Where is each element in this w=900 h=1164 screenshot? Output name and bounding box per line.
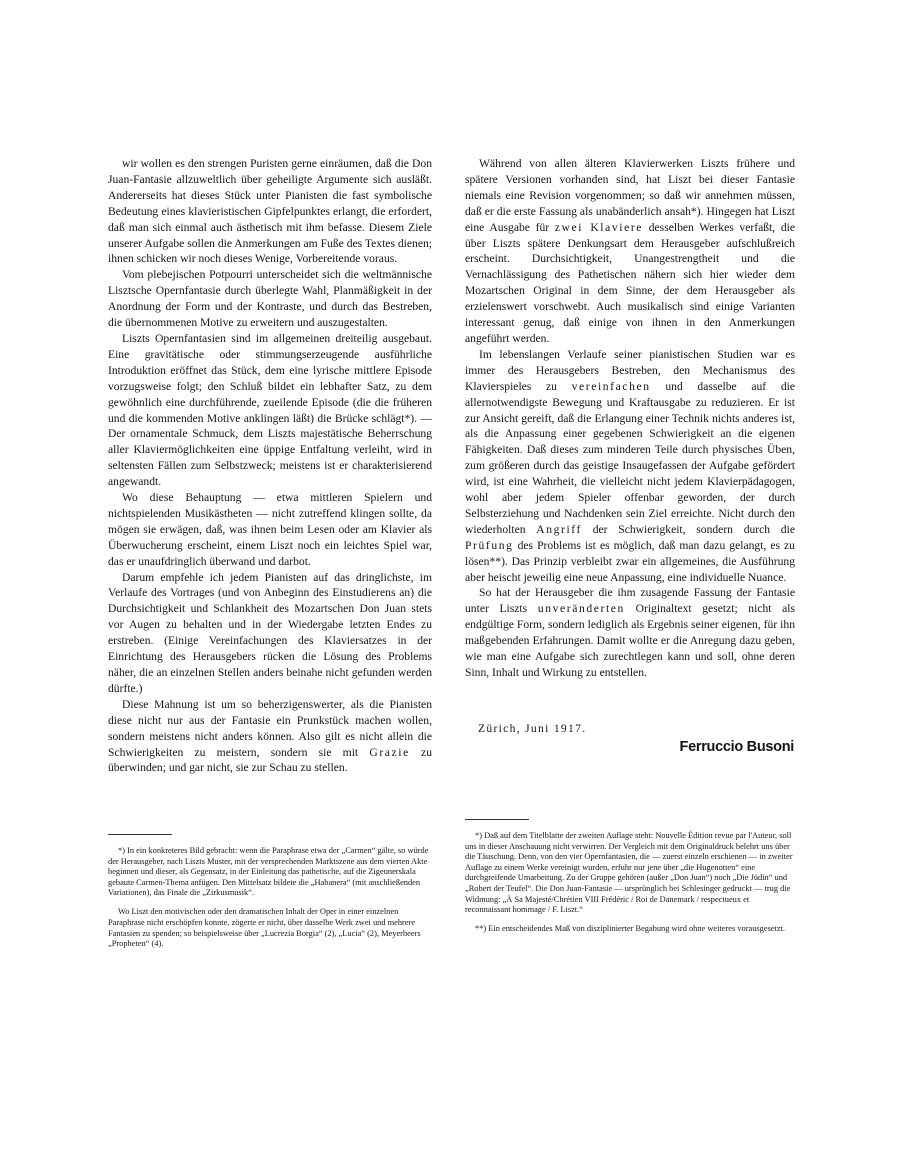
left-text-column [108,156,432,776]
text-run: der Schwierigkeit, sondern durch die [592,522,795,536]
footnote-divider [465,819,529,820]
text-run: Diese Mahnung ist um so beherzigenswerter, als die Pianisten diese nicht nur aus der Fantasie ein Prunkstück machen wollen, sondern meistens nicht anders können. Also gilt es nicht allein die Schwierigkeiten zu meistern, sondern sie mit [108,697,432,759]
paragraph [108,697,432,777]
emphasized-word: Grazie [369,745,410,759]
text-run: Während von allen älteren Klavierwerken Liszts frühere und spätere Versionen vorhanden sind, hat Liszt bei dieser Fantasie niemals eine Revision vorgenommen; so daß wir annehmen müssen, daß er die erste Fassung als unabänderlich ansah*). Hingegen hat Liszt eine Ausgabe für [465,157,795,234]
footnote: *) Daß auf dem Titelblatte der zweiten Auflage steht: Nouvelle Édition revue par l'Auteur, soll uns in dieser Anschauung nicht verwirren. Der Vergleich mit dem Originaldruck belehrt uns über die Täuschung. Denn, von den vier Opernfantasien, die — zuerst einzeln erschienen — in zweiter Auflage zu einem Werke vereinigt wurden, erfuhr nur jene über „die Hugenotten“ eine durchgreifende Umarbeitung. Zu der Gruppe gehören (außer „Don Juan“) noch „Die Jüdin“ und „Robert der Teufel“. Die Don Juan-Fantasie — ursprünglich bei Schlesinger gedruckt — trug die Widmung: „À Sa Majesté/Chrétien VIII Frédéric / Roi de Danemark / respectueux et reconnaissant hommage / F. Liszt.“ [465,831,793,915]
text-run: desselben Werkes verfaßt, die über Liszts spätere Denkungsart dem Herausgeber aufschlußreich erscheint. Durchsichtigkeit, Unangestrengtheit und die Vernachlässigung des Pathetischen nähern sich hier wieder dem Mozartschen Original in dem Sinne, der dem Herausgeber als erzielenswert vorschwebt. Auch musikalisch sind einige Varianten interessant genug, daß einige von ihnen in den Anmerkungen angeführt werden. [465,220,795,345]
paragraph: Liszts Opernfantasien sind im allgemeinen dreiteilig ausgebaut. Eine gravitätische oder stimmungserzeugende ausführliche Introduktion eröffnet das Stück, dem eine lyrische mittlere Episode vorzugsweise folgt; den Schluß bildet ein lebhafter Satz, zu dem gewöhnlich eine durchführende, zueilende Episode (die die früheren und die kommenden Motive anklingen läßt) die Brücke schlägt*). — Der ornamentale Schmuck, dem Liszts majestätische Beherrschung aller Klaviermöglichkeiten eine üppige Entfaltung verleiht, wird in seltensten Fällen zum Selbstzweck; meistens ist er charakterisierend angewandt. [108,331,432,489]
emphasized-word: zwei Klaviere [554,220,644,234]
emphasized-word: Angriff [536,522,583,536]
right-footnotes [465,803,795,943]
footnote: Wo Liszt den motivischen oder den dramatischen Inhalt der Oper in einer einzelnen Paraphrase nicht erschöpfen konnte, zögerte er nicht, über dasselbe Werk zwei und mehrere Fantasien zu spenden; so beispielsweise über „Lucrezia Borgia“ (2), „Lucia“ (2), Meyerbeers „Propheten“ (4). [108,907,421,949]
paragraph [465,347,795,586]
footnote: **) Ein entscheidendes Maß von disziplinierter Begabung wird ohne weiteres vorausgesetzt. [475,924,786,934]
paragraph: Vom plebejischen Potpourri unterscheidet sich die weltmännische Lisztsche Opernfantasie durch überlegte Wahl, Planmäßigkeit in der Anordnung der Form und der Kontraste, und durch das Bestreben, die übernommenen Motive zu erweitern und auszugestalten. [108,268,432,330]
paragraph: wir wollen es den strengen Puristen gerne einräumen, daß die Don Juan-Fantasie allzuweltlich über geheiligte Argumente sich ausläßt. Andererseits hat dieses Stück unter Pianisten die fast symbolische Bedeutung eines klavieristischen Gipfelpunktes erlangt, die erfordert, daß man sich einmal auch ästhetisch mit ihm befasse. Diesem Ziele unserer Aufgabe sollen die Anmerkungen am Fuße des Textes dienen; ihnen schicken wir noch dieses Wenige, Vorbereitende voraus. [108,157,432,266]
footnote: *) In ein konkreteres Bild gebracht: wenn die Paraphrase etwa der „Carmen“ gälte, so würde der Herausgeber, nach Liszts Muster, mit der versprechenden Marktszene aus dem vierten Akte beginnen und dieser, als Gegensatz, in der Einleitung das pathetische, auf die Zigeunerskala gebaute Carmen-Thema anfügen. Den Mittelsatz bildete die „Habanera“ (mit anschließenden Variationen), das Finale die „Zirkusmusik“. [108,846,429,898]
paragraph [465,585,795,680]
paragraph [465,156,795,347]
paragraph: Darum empfehle ich jedem Pianisten auf das dringlichste, im Verlaufe des Vortrages (und von Anbeginn des Einstudierens an) die Durchsichtigkeit und Schlankheit des Mozartschen Don Juan stets vor Augen zu behalten und in der Wiedergabe letzten Endes zu erstreben. (Einige Vereinfachungen des Klaviersatzes in der Einrichtung des Herausgebers rücken die Lösung des Problems näher, die an einzelnen Stellen anders beinahe nicht gefunden werden dürfte.) [108,570,432,695]
right-text-column [465,156,795,681]
text-run: zu überwinden; und gar nicht, sie zur Schau zu stellen. [108,745,432,775]
left-footnotes [108,818,432,958]
paragraph: Wo diese Behauptung — etwa mittleren Spielern und nichtspielenden Musikästheten — nicht zutreffend klingen sollte, da mögen sie erwägen, daß, was ihnen beim Lesen oder am Klavier als Überwucherung erscheint, einem Liszt noch ein leichtes Spiel war, das er unaufdringlich überwand und darbot. [108,491,432,568]
text-run: des Problems ist es möglich, daß man dazu gelangt, es zu lösen**). Das Prinzip verbleibt zwar ein allgemeines, die Ausführung aber heischt jeweilig eine neue Anpassung, eine individuelle Nuance. [465,538,795,584]
signature: Ferruccio Busoni [679,739,794,755]
text-run: und dasselbe auf die allernotwendigste Bewegung und Kraftausgabe zu reduzieren. Er ist zur Ansicht gereift, daß die Erlangung einer Technik nichts anderes ist, als die Anpassung einer gegebenen Schwierigkeit an die eigenen Fähigkeiten. Daß dieses zum minderen Teile durch physisches Üben, zum größeren durch das geistige Insaugefassen der Aufgabe gefördert wird, ist eine Wahrheit, die vielleicht nicht jedem Klavierpädagogen, wohl aber jedem Spieler offenbar geworden, der durch Selbsterziehung und Nachdenken sein Ziel erreichte. Nicht durch den wiederholten [465,379,795,536]
emphasized-word: Prüfung [465,538,514,552]
place-date: Zürich, Juni 1917. [478,722,587,735]
emphasized-word: unveränderten [537,602,625,616]
emphasized-word: vereinfachen [571,379,651,393]
text-run: So hat der Herausgeber die ihm zusagende Fassung der Fantasie unter Liszts [465,586,795,616]
text-run: Im lebenslangen Verlaufe seiner pianistischen Studien war es immer des Herausgebers Bestreben, den Mechanismus des Klavierspieles zu [465,347,795,393]
text-run: Originaltext gesetzt; nicht als endgültige Form, sondern lediglich als Ergebnis seiner eigenen, für ihn maßgebenden Erfahrungen. Damit wollte er die Anregung dazu geben, wie man eine Aufgabe sich zurechtlegen kann und soll, ohne deren Sinn, Inhalt und Wirkung zu entstellen. [465,602,796,679]
footnote-divider [108,834,172,835]
